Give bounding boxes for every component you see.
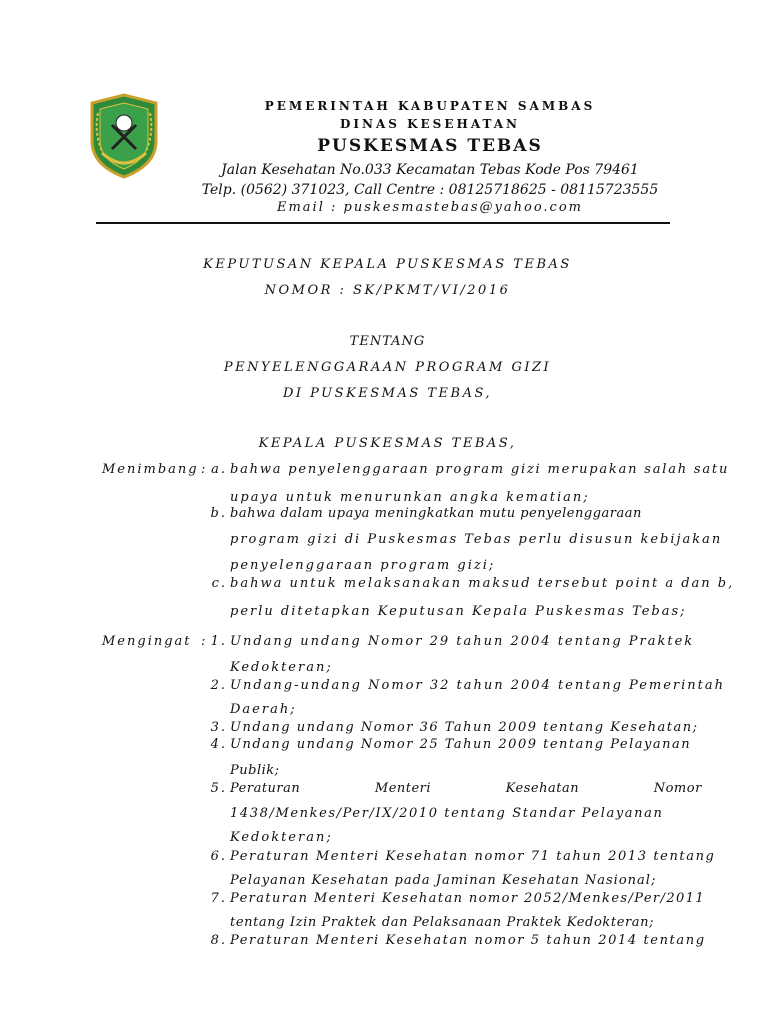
mengingat-5-line2: 1438/Menkes/Per/IX/2010 tentang Standar Pelayanan — [230, 806, 664, 821]
mengingat-marker-6: 6. — [210, 849, 227, 864]
mengingat-marker-1: 1. — [210, 634, 227, 649]
mengingat-5-line1: Peraturan Menteri Kesehatan Nomor — [230, 781, 702, 796]
letterhead-government: PEMERINTAH KABUPATEN SAMBAS — [264, 99, 596, 113]
menimbang-a-line1: bahwa penyelenggaraan program gizi merupakan salah satu — [230, 462, 730, 477]
letterhead-divider — [96, 222, 670, 224]
decree-tentang: TENTANG — [349, 334, 426, 349]
mengingat-1-line2: Kedokteran; — [230, 660, 333, 675]
menimbang-label: Menimbang — [102, 462, 199, 477]
mengingat-4-line1: Undang undang Nomor 25 Tahun 2009 tentang Pelayanan — [230, 737, 692, 752]
menimbang-marker-c: c. — [211, 576, 227, 591]
mengingat-8-line1: Peraturan Menteri Kesehatan nomor 5 tahun 2014 tentang — [230, 933, 706, 948]
letterhead-department: DINAS KESEHATAN — [339, 117, 521, 131]
mengingat-marker-3: 3. — [210, 720, 227, 735]
mengingat-marker-7: 7. — [210, 891, 227, 906]
menimbang-b-line1: bahwa dalam upaya meningkatkan mutu penyelenggaraan — [230, 506, 642, 521]
mengingat-2-line1: Undang-undang Nomor 32 tahun 2004 tentang Pemerintah — [230, 678, 726, 693]
decree-title: KEPUTUSAN KEPALA PUSKESMAS TEBAS — [203, 257, 572, 272]
letterhead-phone: Telp. (0562) 371023, Call Centre : 08125718625 - 08115723555 — [201, 182, 659, 198]
letterhead-address: Jalan Kesehatan No.033 Kecamatan Tebas Kode Pos 79461 — [221, 162, 639, 178]
mengingat-2-line2: Daerah; — [230, 702, 297, 717]
mengingat-colon: : — [201, 634, 208, 649]
menimbang-b-line2: program gizi di Puskesmas Tebas perlu disusun kebijakan — [230, 532, 723, 547]
mengingat-7-line2: tentang Izin Praktek dan Pelaksanaan Praktek Kedokteran; — [230, 915, 655, 930]
mengingat-marker-4: 4. — [210, 737, 227, 752]
mengingat-5-line3: Kedokteran; — [230, 830, 333, 845]
mengingat-marker-2: 2. — [210, 678, 227, 693]
menimbang-marker-b: b. — [210, 506, 227, 521]
menimbang-b-line3: penyelenggaraan program gizi; — [230, 558, 496, 573]
mengingat-3-line1: Undang undang Nomor 36 Tahun 2009 tentang Kesehatan; — [230, 720, 699, 735]
mengingat-7-line1: Peraturan Menteri Kesehatan nomor 2052/Menkes/Per/2011 — [230, 891, 706, 906]
decree-number: NOMOR : SK/PKMT/VI/2016 — [264, 283, 511, 298]
mengingat-marker-8: 8. — [210, 933, 227, 948]
letterhead-institution: PUSKESMAS TEBAS — [317, 136, 543, 156]
mengingat-1-line1: Undang undang Nomor 29 tahun 2004 tentang Praktek — [230, 634, 695, 649]
decree-subject-line1: PENYELENGGARAAN PROGRAM GIZI — [223, 360, 552, 375]
menimbang-marker-a: a. — [211, 462, 227, 477]
menimbang-c-line1: bahwa untuk melaksanakan maksud tersebut point a dan b, — [230, 576, 735, 591]
mengingat-label: Mengingat — [102, 634, 192, 649]
mengingat-marker-5: 5. — [210, 781, 227, 796]
mengingat-6-line1: Peraturan Menteri Kesehatan nomor 71 tahun 2013 tentang — [230, 849, 716, 864]
regency-emblem-logo — [88, 93, 160, 179]
decree-subject-line2: DI PUSKESMAS TEBAS, — [282, 386, 493, 401]
mengingat-6-line2: Pelayanan Kesehatan pada Jaminan Kesehatan Nasional; — [230, 873, 657, 888]
menimbang-a-line2: upaya untuk menurunkan angka kematian; — [230, 490, 590, 505]
menimbang-c-line2: perlu ditetapkan Keputusan Kepala Puskesmas Tebas; — [230, 604, 687, 619]
menimbang-colon: : — [201, 462, 208, 477]
mengingat-4-line2: Publik; — [230, 763, 280, 778]
letterhead-email: Email : puskesmastebas@yahoo.com — [276, 200, 583, 215]
decree-signatory-title: KEPALA PUSKESMAS TEBAS, — [258, 436, 517, 451]
